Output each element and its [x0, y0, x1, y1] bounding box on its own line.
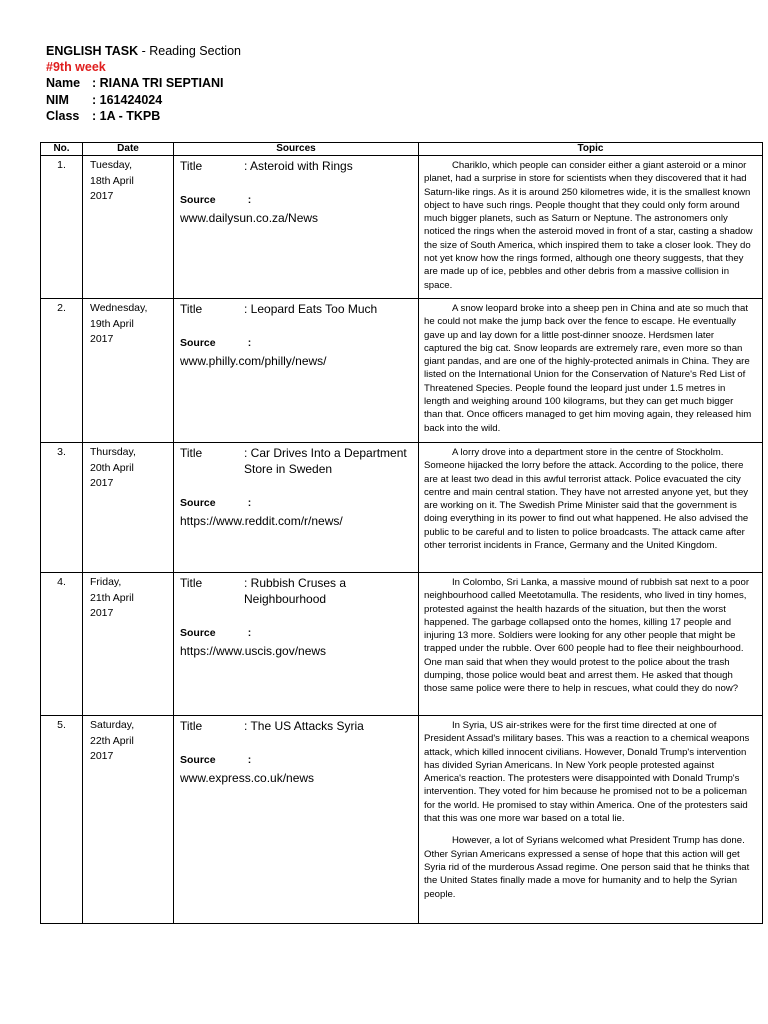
week-label: #9th week [46, 60, 106, 75]
date-line: Tuesday, [90, 159, 133, 171]
nim-row: NIM : 161424024 [46, 92, 163, 107]
topic-paragraph: A lorry drove into a department store in the centre of Stockholm. Someone hijacked the lorry before the attack. According to the police, there are at least two dead in this awful terrorist attack. Police evacuated the city centre and main central station. They have not arrested anyone yet, but they are working on it. The Swedish Prime Minister said that the government is doing everything in its power to find out what happened. He also advised the public to be careful and to listen to police broadcasts. The attack came after other terrorist incidents in France, Germany and the United Kingdom. [424, 447, 749, 552]
date-line: 2017 [90, 333, 114, 345]
row-sources [174, 156, 419, 299]
row-topic [419, 443, 763, 573]
source-label: Source : [180, 194, 252, 206]
source-title: Title : Leopard Eats Too Much [180, 302, 378, 316]
date-line: 21th April [90, 591, 134, 604]
topic-paragraph: Chariklo, which people can consider either a giant asteroid or a minor planet, had a surprise in store for scientists when they discovered that it had Saturn-like rings. As it is around 250 kilometres wide, it is the smallest known object to have such rings. People thought that they could only form around much bigger planets, such as Saturn or Neptune. The astronomers only noticed the rings when the asteroid moved in front of a star, casting a shadow the size of South America, which inspired them to take a closer look. They do not yet know how the rings formed, although one theory suggests, that they are made up of ice, pebbles and other debris from a massive collision in space. [424, 160, 753, 291]
source-label: Source : [180, 627, 252, 639]
row-sources [174, 299, 419, 443]
row-topic [419, 299, 763, 443]
table-row [41, 716, 763, 924]
source-title: Title : Asteroid with Rings [180, 159, 353, 173]
table-row [41, 156, 763, 299]
date-line: 2017 [90, 190, 114, 202]
source-url: www.philly.com/philly/news/ [180, 354, 327, 368]
topic-paragraph: However, a lot of Syrians welcomed what President Trump has done. Other Syrian Americans expressed a sense of hope that this action will get Syria rid of the murderous Assad regime. One person said that he thinks that the United States finally made a move for humanity and to help the Syrian people. [424, 835, 750, 900]
task-title: ENGLISH TASK - Reading Section [46, 44, 241, 58]
row-number: 5. [41, 716, 83, 924]
row-sources [174, 716, 419, 924]
column-header-no: No. [41, 143, 83, 156]
row-topic [419, 716, 763, 924]
topic-paragraph: In Syria, US air-strikes were for the first time directed at one of President Assad's military bases. This was a reaction to a chemical weapons attack, which killed innocent civilians. However, Donald Trump's intervention has divided Syrian Americans. In New York people protested against America's reaction. The protesters were disappointed with Donald Trump's intervention. They voted for him because he promised not to be a policeman for the world. He promised to stay within America. One of the protesters said that this was one more war based on a total lie. [424, 720, 750, 825]
date-line: Thursday, [90, 446, 136, 458]
source-title: Title : Rubbish Cruses a Neighbourhood [180, 576, 347, 606]
date-line: 20th April [90, 461, 134, 474]
table-header-row [41, 143, 763, 156]
document-header [46, 43, 241, 124]
row-topic [419, 573, 763, 716]
date-line: 2017 [90, 477, 114, 489]
column-header-date: Date [83, 143, 174, 156]
date-line: Friday, [90, 576, 122, 588]
row-sources [174, 573, 419, 716]
row-date [83, 443, 174, 573]
date-line: Wednesday, [90, 302, 148, 314]
date-line: Saturday, [90, 719, 135, 731]
date-line: 2017 [90, 750, 114, 762]
row-topic [419, 156, 763, 299]
source-title: Title : The US Attacks Syria [180, 719, 364, 733]
table-row [41, 573, 763, 716]
row-number: 3. [41, 443, 83, 573]
row-date [83, 573, 174, 716]
topic-paragraph: A snow leopard broke into a sheep pen in China and ate so much that he could not make the jump back over the fence to escape. He eventually gave up and lay down for a little post-dinner snooze. Herdsmen later captured the big cat. Snow leopards are extremely rare, even more so than giant pandas, and are one of the highly-protected animals in China. They are listed on the International Union for the Conservation of Nature's Red List of Threatened Species. People found the leopard just under 1.5 metres in length and weighing around 100 kilograms, but they can get much bigger than that. Once officers managed to get him moving again, they released him back into the wild. [424, 303, 752, 434]
date-line: 19th April [90, 317, 134, 330]
source-url: www.express.co.uk/news [180, 771, 315, 785]
table-row [41, 299, 763, 443]
reading-table [40, 142, 763, 924]
column-header-sources: Sources [174, 143, 419, 156]
row-number: 4. [41, 573, 83, 716]
name-row: Name : RIANA TRI SEPTIANI [46, 76, 224, 91]
row-number: 2. [41, 299, 83, 443]
source-url: www.dailysun.co.za/News [180, 211, 319, 225]
source-label: Source : [180, 497, 252, 509]
source-label: Source : [180, 337, 252, 349]
source-url: https://www.reddit.com/r/news/ [180, 514, 343, 528]
column-header-topic: Topic [419, 143, 763, 156]
class-row: Class : 1A - TKPB [46, 108, 161, 123]
source-url: https://www.uscis.gov/news [180, 644, 327, 658]
topic-paragraph: In Colombo, Sri Lanka, a massive mound of rubbish sat next to a poor neighbourhood called Meetotamulla. The residents, who lived in tiny homes, protested against the health hazards of the situation, but then the worst happened. The garbage collapsed onto the homes, killing 17 people and injuring 13 more. Soldiers were looking for any other people that might be trapped under the rubble. Over 600 people had to flee their neighbourhood. One man said that when they would protest to the police about the trash dumping, those police would beat and arrest them. He asked that though those same police were there to help in rescues, what could they do now? [424, 577, 750, 695]
source-label: Source : [180, 754, 252, 766]
row-number: 1. [41, 156, 83, 299]
row-date [83, 716, 174, 924]
row-date [83, 299, 174, 443]
date-line: 18th April [90, 174, 134, 187]
date-line: 22th April [90, 734, 134, 747]
row-sources [174, 443, 419, 573]
table-row [41, 443, 763, 573]
source-title: Title : Car Drives Into a Department Store in Sweden [180, 446, 407, 476]
row-date [83, 156, 174, 299]
date-line: 2017 [90, 607, 114, 619]
